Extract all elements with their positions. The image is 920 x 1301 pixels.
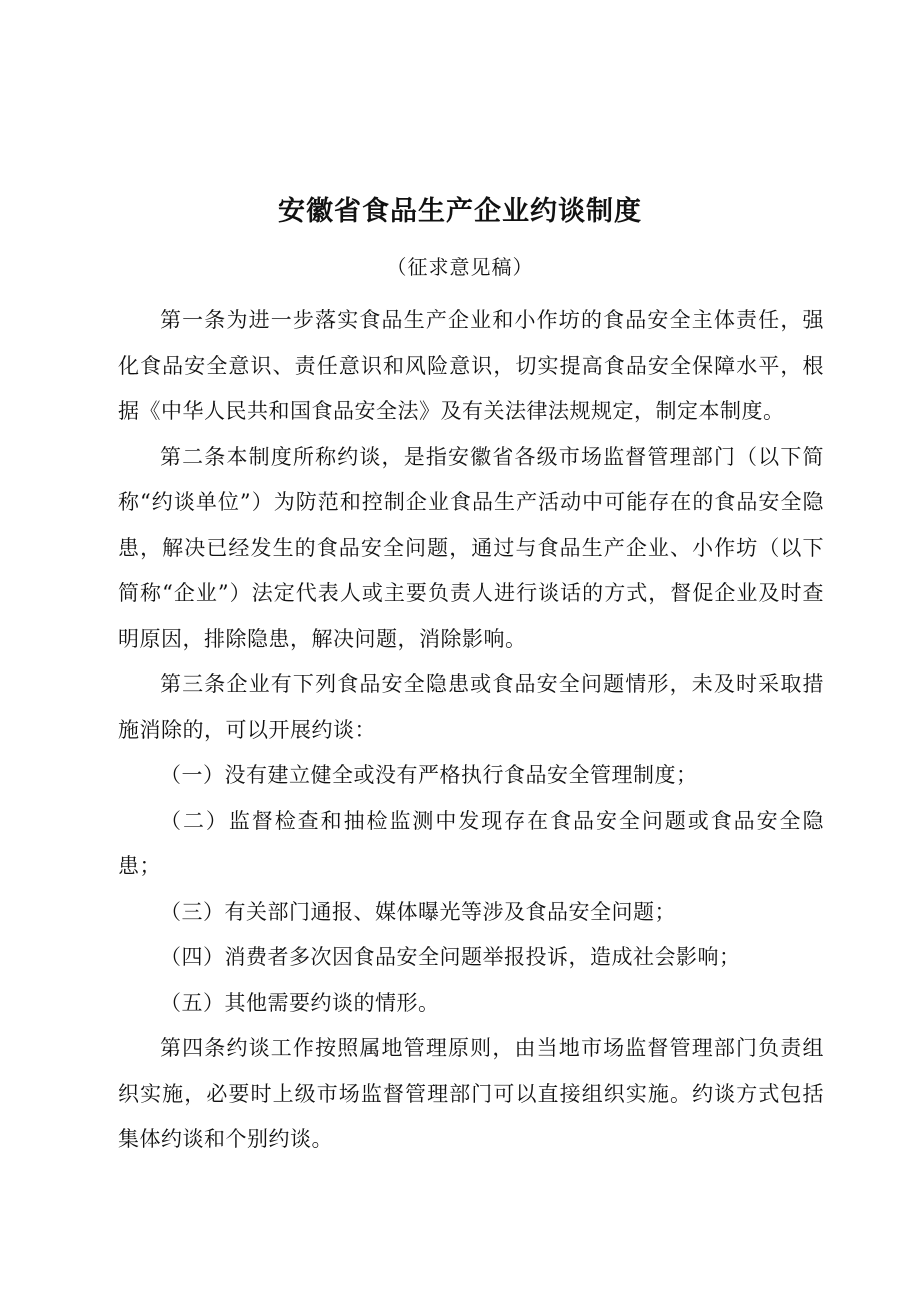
document-body <box>118 298 824 1163</box>
article-2-paragraph: 第二条本制度所称约谈，是指安徽省各级市场监督管理部门（以下简称“约谈单位”）为防范和控制企业食品生产活动中可能存在的食品安全隐患，解决已经发生的食品安全问题，通过与食品生产企业、小作坊（以下简称“企业”）法定代表人或主要负责人进行谈话的方式，督促企业及时查明原因，排除隐患，解决问题，消除影响。 <box>118 444 824 651</box>
article-3-item-1: （一）没有建立健全或没有严格执行食品安全管理制度； <box>160 763 698 787</box>
article-4-paragraph: 第四条约谈工作按照属地管理原则，由当地市场监督管理部门负责组织实施，必要时上级市场监督管理部门可以直接组织实施。约谈方式包括集体约谈和个别约谈。 <box>118 1036 824 1151</box>
article-3-item-2: （二）监督检查和抽检监测中发现存在食品安全问题或食品安全隐患； <box>118 808 824 878</box>
article-3-item-3: （三）有关部门通报、媒体曝光等涉及食品安全问题； <box>160 899 676 924</box>
document-subtitle: （征求意见稿） <box>386 255 534 279</box>
document-title: 安徽省食品生产企业约谈制度 <box>278 196 642 227</box>
article-3-item-4: （四）消费者多次因食品安全问题举报投诉，造成社会影响； <box>160 945 741 969</box>
article-3-paragraph: 第三条企业有下列食品安全隐患或食品安全问题情形，未及时采取措施消除的，可以开展约谈： <box>118 672 824 742</box>
article-3-item-5: （五）其他需要约谈的情形。 <box>160 990 440 1015</box>
article-1-paragraph: 第一条为进一步落实食品生产企业和小作坊的食品安全主体责任，强化食品安全意识、责任意识和风险意识，切实提高食品安全保障水平，根据《中华人民共和国食品安全法》及有关法律法规规定，制定本制度。 <box>118 308 824 423</box>
